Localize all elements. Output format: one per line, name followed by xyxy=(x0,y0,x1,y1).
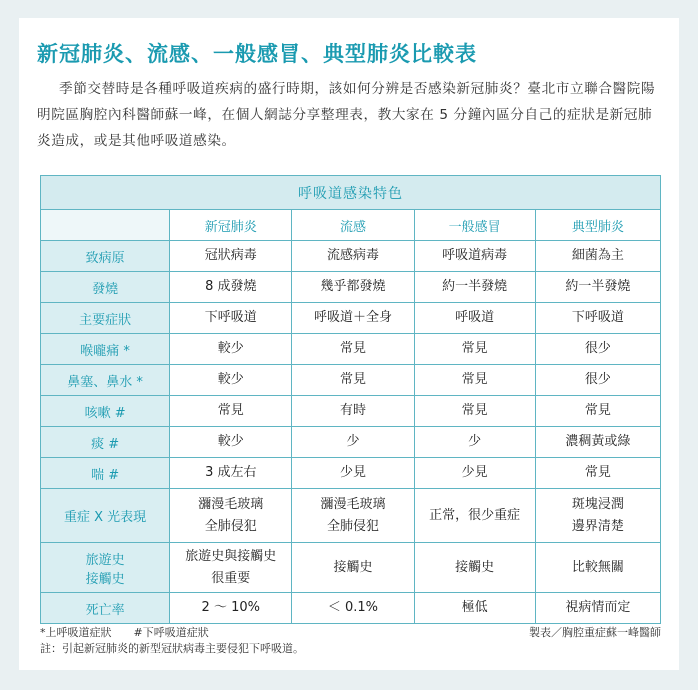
table-cell-flu: 少 xyxy=(292,427,414,458)
column-header-covid: 新冠肺炎 xyxy=(170,210,292,241)
row-label: 咳嗽 # xyxy=(41,396,170,427)
row-label: 致病原 xyxy=(41,241,170,272)
upper-respiratory-note: *上呼吸道症狀 xyxy=(40,626,112,639)
table-cell-cold: 少見 xyxy=(414,458,535,489)
row-label: 喘 # xyxy=(41,458,170,489)
table-row xyxy=(41,334,661,365)
table-cell-covid: 下呼吸道 xyxy=(170,303,292,334)
table-cell-flu: 瀰漫毛玻璃 全肺侵犯 xyxy=(292,489,414,543)
table-cell-pneumonia: 濃稠黃或綠 xyxy=(535,427,660,458)
table-cell-pneumonia: 約一半發燒 xyxy=(535,272,660,303)
table-cell-pneumonia: 比較無關 xyxy=(535,543,660,593)
table-cell-pneumonia: 斑塊浸潤 邊界清楚 xyxy=(535,489,660,543)
table-row xyxy=(41,396,661,427)
table-cell-pneumonia: 視病情而定 xyxy=(535,593,660,624)
table-cell-cold: 少 xyxy=(414,427,535,458)
row-label: 主要症狀 xyxy=(41,303,170,334)
table-cell-covid: 常見 xyxy=(170,396,292,427)
footnote: 註：引起新冠肺炎的新型冠狀病毒主要侵犯下呼吸道。 xyxy=(40,642,304,655)
table-cell-cold: 常見 xyxy=(414,396,535,427)
table-cell-flu: 幾乎都發燒 xyxy=(292,272,414,303)
comparison-table-wrapper xyxy=(40,175,661,624)
lower-respiratory-note: #下呼吸道症狀 xyxy=(133,626,209,639)
table-cell-covid: 冠狀病毒 xyxy=(170,241,292,272)
column-header-pneumonia: 典型肺炎 xyxy=(535,210,660,241)
row-label: 鼻塞、鼻水 * xyxy=(41,365,170,396)
table-cell-cold: 常見 xyxy=(414,365,535,396)
table-cell-covid: 3 成左右 xyxy=(170,458,292,489)
table-cell-flu: 有時 xyxy=(292,396,414,427)
table-row xyxy=(41,427,661,458)
comparison-table xyxy=(40,175,661,624)
table-row xyxy=(41,365,661,396)
table-credit: 製表／胸腔重症蘇一峰醫師 xyxy=(529,626,661,639)
table-cell-covid: 瀰漫毛玻璃 全肺侵犯 xyxy=(170,489,292,543)
row-label: 痰 # xyxy=(41,427,170,458)
table-cell-cold: 接觸史 xyxy=(414,543,535,593)
table-cell-cold: 呼吸道病毒 xyxy=(414,241,535,272)
table-cell-flu: 少見 xyxy=(292,458,414,489)
table-cell-cold: 極低 xyxy=(414,593,535,624)
table-cell-pneumonia: 很少 xyxy=(535,334,660,365)
table-caption-row xyxy=(41,176,661,210)
table-row xyxy=(41,593,661,624)
table-row xyxy=(41,543,661,593)
table-body xyxy=(41,241,661,624)
table-cell-covid: 較少 xyxy=(170,427,292,458)
row-label: 旅遊史 接觸史 xyxy=(41,543,170,593)
table-cell-cold: 正常，很少重症 xyxy=(414,489,535,543)
table-cell-cold: 呼吸道 xyxy=(414,303,535,334)
table-cell-covid: 較少 xyxy=(170,334,292,365)
table-row xyxy=(41,458,661,489)
table-caption: 呼吸道感染特色 xyxy=(41,176,661,210)
table-row xyxy=(41,489,661,543)
row-label: 重症 X 光表現 xyxy=(41,489,170,543)
table-cell-covid: 旅遊史與接觸史 很重要 xyxy=(170,543,292,593)
table-cell-pneumonia: 常見 xyxy=(535,458,660,489)
row-label: 死亡率 xyxy=(41,593,170,624)
table-cell-pneumonia: 下呼吸道 xyxy=(535,303,660,334)
column-header-flu: 流感 xyxy=(292,210,414,241)
table-cell-flu: 常見 xyxy=(292,334,414,365)
table-cell-pneumonia: 很少 xyxy=(535,365,660,396)
intro-paragraph: 季節交替時是各種呼吸道疾病的盛行時期，該如何分辨是否感染新冠肺炎？臺北市立聯合醫院陽明院區胸腔內科醫師蘇一峰，在個人網誌分享整理表，教大家在 5 分鐘內區分自己的症狀是新冠肺炎造成，或是其他呼吸道感染。 xyxy=(37,81,656,149)
notes-block xyxy=(40,625,661,657)
table-cell-flu: 接觸史 xyxy=(292,543,414,593)
table-cell-covid: 8 成發燒 xyxy=(170,272,292,303)
table-cell-flu: ＜ 0.1% xyxy=(292,593,414,624)
page-title: 新冠肺炎、流感、一般感冒、典型肺炎比較表 xyxy=(37,42,477,66)
row-label: 喉嚨痛 * xyxy=(41,334,170,365)
table-row xyxy=(41,272,661,303)
table-row xyxy=(41,303,661,334)
table-cell-pneumonia: 常見 xyxy=(535,396,660,427)
table-cell-covid: 2 ～ 10% xyxy=(170,593,292,624)
table-cell-flu: 呼吸道＋全身 xyxy=(292,303,414,334)
table-cell-cold: 常見 xyxy=(414,334,535,365)
table-cell-pneumonia: 細菌為主 xyxy=(535,241,660,272)
table-corner-cell xyxy=(41,210,170,241)
table-cell-cold: 約一半發燒 xyxy=(414,272,535,303)
table-cell-flu: 流感病毒 xyxy=(292,241,414,272)
table-header-row xyxy=(41,210,661,241)
article-card xyxy=(19,18,679,670)
column-header-cold: 一般感冒 xyxy=(414,210,535,241)
table-cell-flu: 常見 xyxy=(292,365,414,396)
table-row xyxy=(41,241,661,272)
table-cell-covid: 較少 xyxy=(170,365,292,396)
row-label: 發燒 xyxy=(41,272,170,303)
